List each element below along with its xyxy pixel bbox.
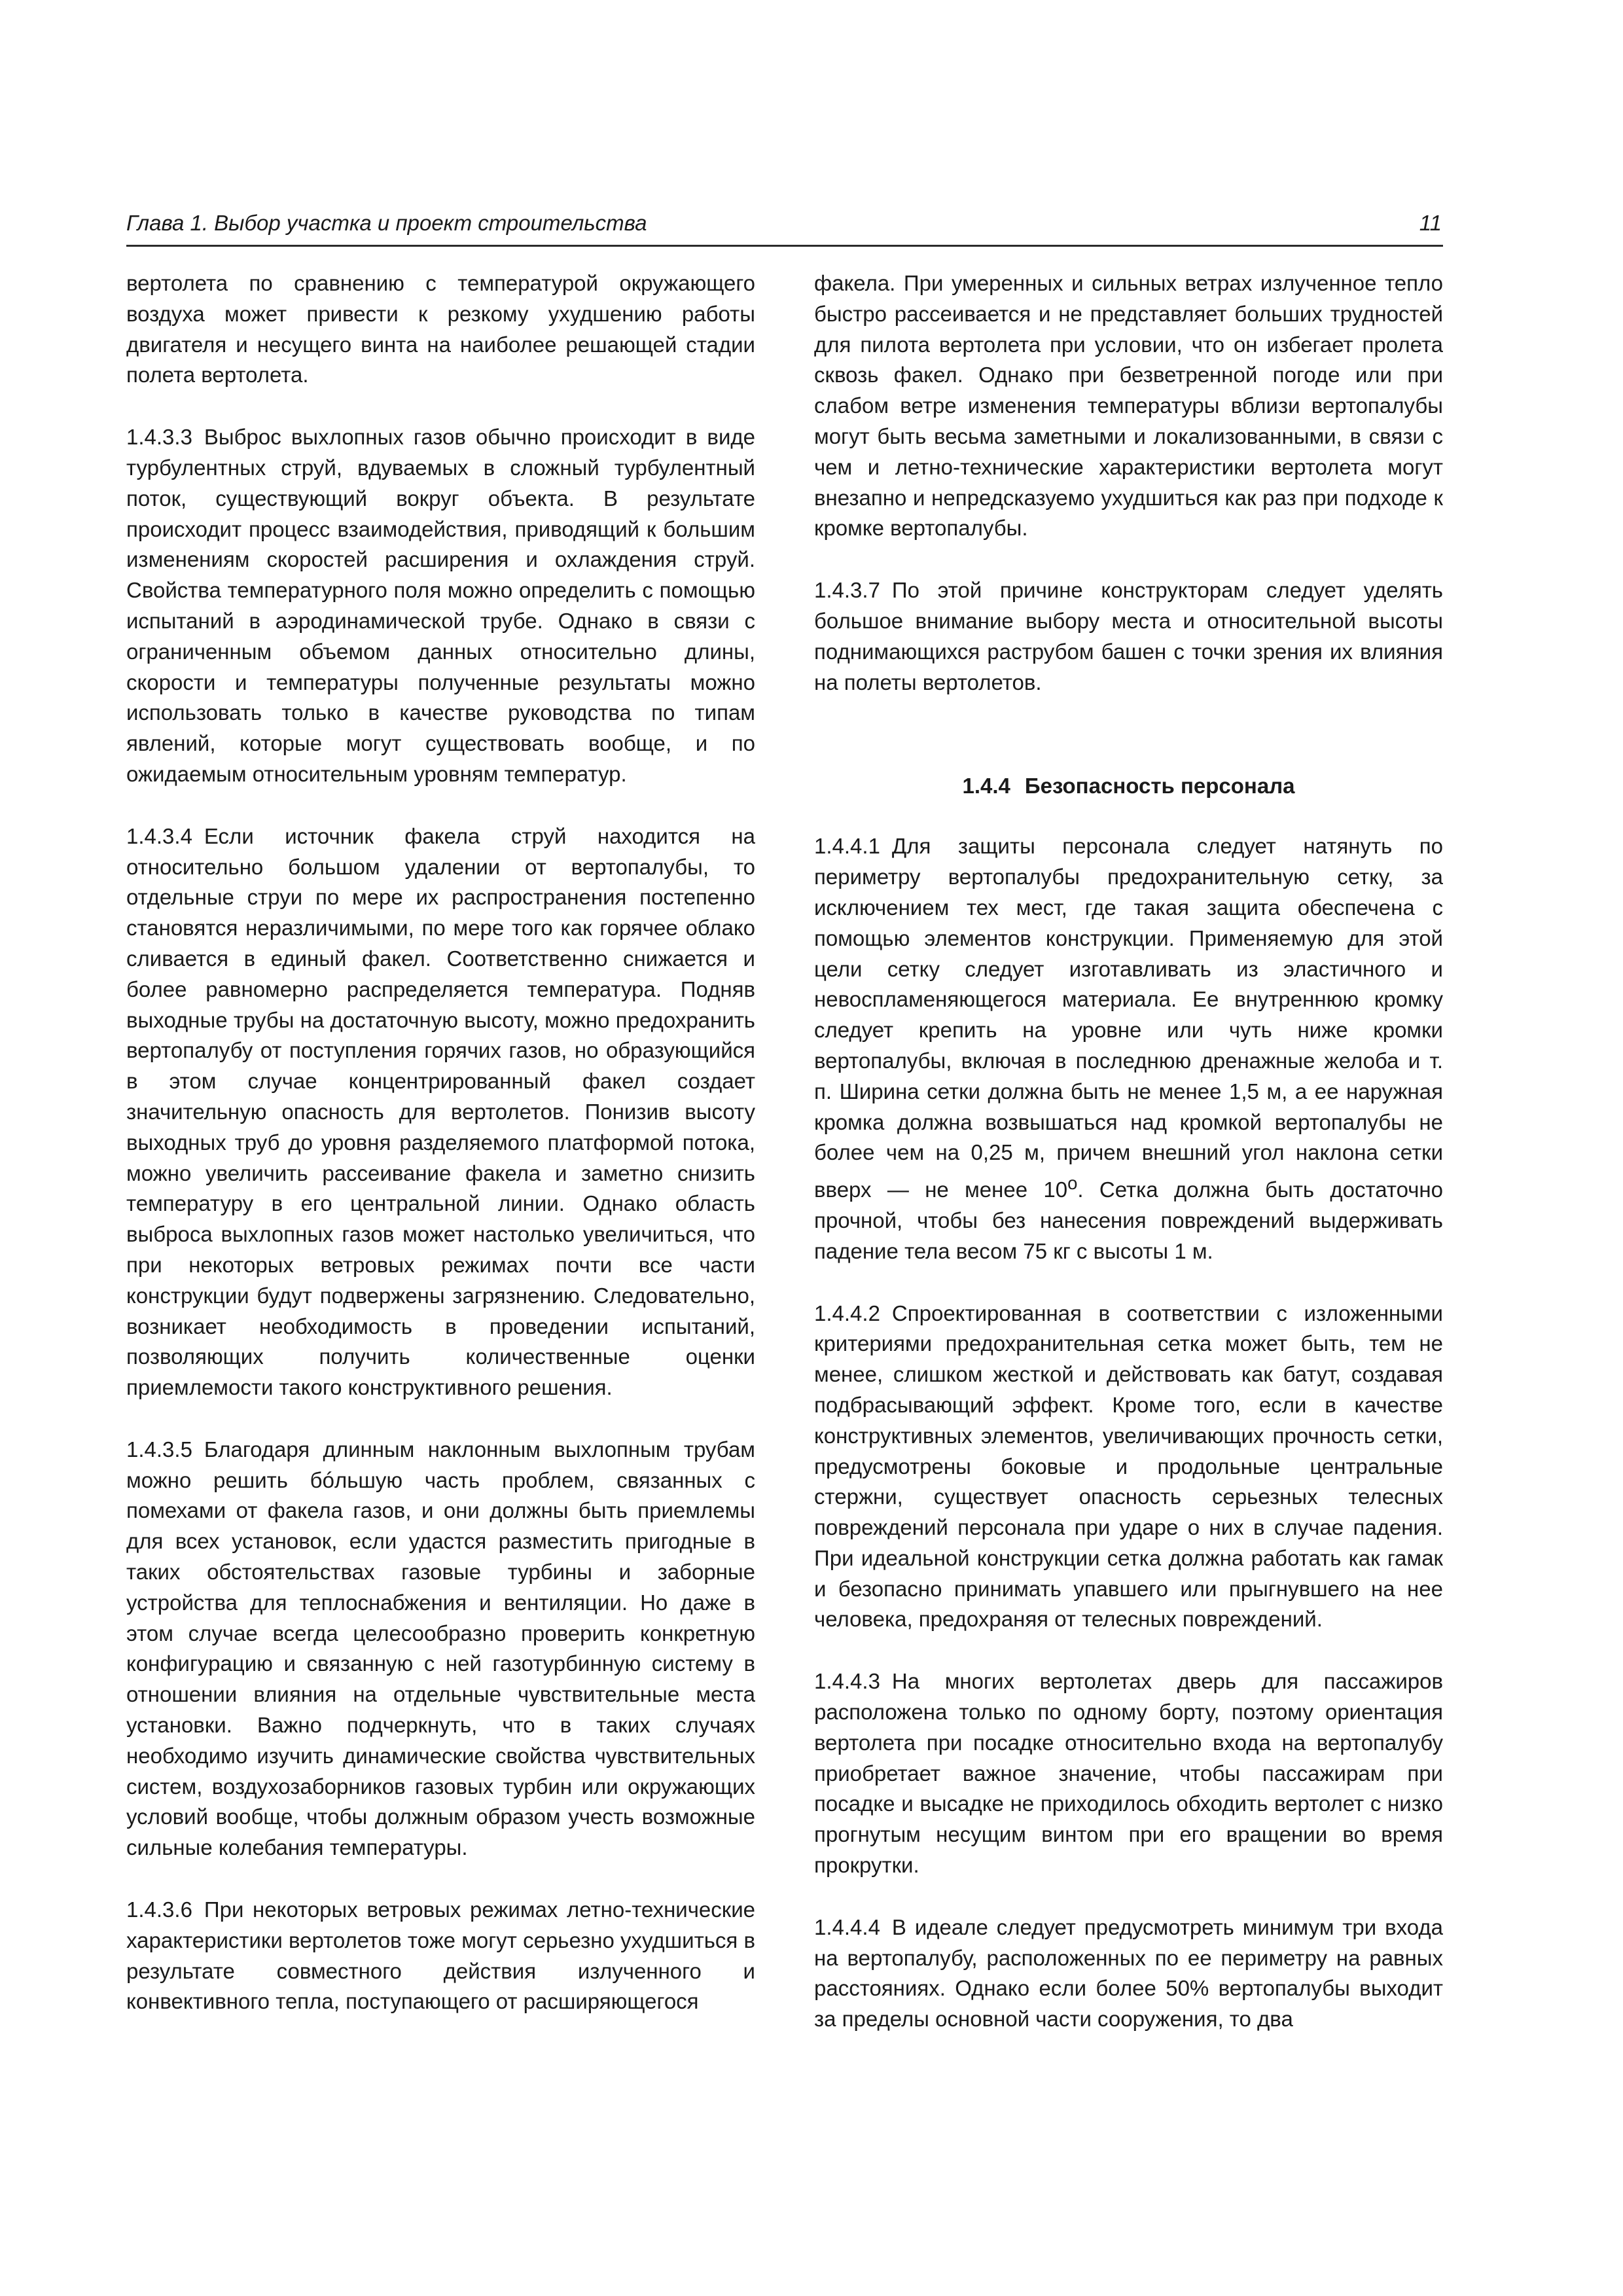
- paragraph-1-4-3-6: 1.4.3.6 При некоторых ветровых режимах летно-технические характеристики вертолетов тоже могут серьезно ухудшиться в результате совместного действия излученного и конвективного тепла, поступающего от расширяющегося: [126, 1897, 755, 2014]
- paragraph-1-4-3-4: 1.4.3.4 Если источник факела струй находится на относительно большом удалении от вертопалубы, то отдельные струи по мере их распространения постепенно становятся неразличимыми, по мере того как горячее облако сливается в единый факел. Соответственно снижается и более равномерно распределяется температура. Подняв выходные трубы на достаточную высоту, можно предохранить вертопалубу от поступления горячих газов, но образующийся в этом случае концентрированный факел создает значительную опасность для вертолетов. Понизив высоту выходных труб до уровня разделяемого платформой потока, можно увеличить рассеивание факела и заметно снизить температуру в его центральной линии. Однако область выброса выхлопных газов может настолько увеличиться, что при некоторых ветровых режимах почти все части конструкции будут подвержены загрязнению. Следовательно, возникает необходимость в проведении испытаний, позволяющих получить количественные оценки приемлемости такого конструктивного решения.: [126, 823, 755, 1400]
- paragraph-continuation: факела. При умеренных и сильных ветрах излученное тепло быстро рассеивается и не представляет больших трудностей для пилота вертолета при условии, что он избегает пролета сквозь факел. Однако при безветренной погоде или при слабом ветре изменения температуры вблизи вертопалубы могут быть весьма заметными и локализованными, в связи с чем и летно-технические характеристики вертолета могут внезапно и непредсказуемо ухудшиться как раз при подходе к кромке вертопалубы.: [814, 271, 1443, 541]
- paragraph-1-4-3-7: 1.4.3.7 По этой причине конструкторам следует уделять большое внимание выбору места и относительной высоты поднимающихся раструбом башен с точки зрения их влияния на полеты вертолетов.: [814, 578, 1443, 694]
- section-title: Безопасность персонала: [1024, 774, 1295, 798]
- paragraph-1-4-4-2: 1.4.4.2 Спроектированная в соответствии с изложенными критериями предохранительная сетка может быть, тем не менее, слишком жесткой и действовать как батут, создавая подбрасывающий эффект. Кроме того, если в качестве конструктивных элементов, увеличивающих прочность сетки, предусмотрены боковые и продольные центральные стержни, существует опасность серьезных телесных повреждений персонала при ударе о них в случае падения. При идеальной конструкции сетка должна работать как гамак и безопасно принимать упавшего или прыгнувшего на нее человека, предохраняя от телесных повреждений.: [814, 1300, 1443, 1632]
- paragraph-number: 1.4.3.3: [126, 425, 192, 450]
- header-rule: [126, 245, 1443, 247]
- page-number: 11: [1419, 211, 1442, 235]
- left-column: [126, 268, 755, 2049]
- paragraph-number: 1.4.4.2: [814, 1300, 880, 1325]
- paragraph-continuation: вертолета по сравнению с температурой окружающего воздуха может привести к резкому ухудшению работы двигателя и несущего винта на наиболее решающей стадии полета вертолета.: [126, 271, 755, 387]
- paragraph-number: 1.4.3.6: [126, 1897, 192, 1922]
- paragraph-1-4-4-1: 1.4.4.1 Для защиты персонала следует натянуть по периметру вертопалубы предохранительную сетку, за исключением тех мест, где такая защита обеспечена с помощью элементов конструкции. Применяемую для этой цели сетку следует изготавливать из эластичного и невоспламеняющегося материала. Ее внутреннюю кромку следует крепить на уровне или чуть ниже кромки вертопалубы, включая в последнюю дренажные желоба и т. п. Ширина сетки должна быть не менее 1,5 м, а ее наружная кромка должна возвышаться над кромкой вертопалубы не более чем на 0,25 м, причем внешний угол наклона сетки вверх — не менее $10^о$. Сетка должна быть достаточно прочной, чтобы без нанесения повреждений выдерживать падение тела весом 75 кг с высоты 1 м.: [814, 834, 1443, 1263]
- paragraph-number: 1.4.4.1: [814, 834, 880, 859]
- paragraph-number: 1.4.4.3: [814, 1669, 880, 1694]
- paragraph-number: 1.4.3.5: [126, 1437, 192, 1462]
- paragraph-number: 1.4.3.4: [126, 823, 192, 848]
- paragraph-1-4-3-5: 1.4.3.5 Благодаря длинным наклонным выхлопным трубам можно решить бóльшую часть проблем, связанных с помехами от факела газов, и они должны быть приемлемы для всех установок, если удастся разместить пригодные в таких обстоятельствах газовые турбины и заборные устройства для теплоснабжения и вентиляции. Но даже в этом случае всегда целесообразно проверить конкретную конфигурацию и связанную с ней газотурбинную систему в отношении влияния на отдельные чувствительные места установки. Важно подчеркнуть, что в таких случаях необходимо изучить динамические свойства чувствительных систем, воздухозаборников газовых турбин или окружающих условий вообще, чтобы должным образом учесть возможные сильные колебания температуры.: [126, 1437, 755, 1860]
- degree-sign: о: [1067, 1173, 1078, 1194]
- paragraph-number: 1.4.4.4: [814, 1914, 880, 1939]
- paragraph-1-4-3-3: 1.4.3.3 Выброс выхлопных газов обычно происходит в виде турбулентных струй, вдуваемых в сложный турбулентный поток, существующий вокруг объекта. В результате происходит процесс взаимодействия, приводящий к большим изменениям скоростей расширения и охлаждения струй. Свойства температурного поля можно определить с помощью испытаний в аэродинамической трубе. Однако в связи с ограниченным объемом данных относительно длины, скорости и температуры полученные результаты можно использовать только в качестве руководства по типам явлений, которые могут существовать вообще, и по ожидаемым относительным уровням температур.: [126, 425, 755, 786]
- paragraph-1-4-4-3: 1.4.4.3 На многих вертолетах дверь для пассажиров расположена только по одному борту, поэтому ориентация вертолета при посадке относительно входа на вертопалубу приобретает важное значение, чтобы пассажирам при посадке и высадке не приходилось обходить вертолет с низко прогнутым несущим винтом при его вращении во время прокрутки.: [814, 1669, 1443, 1878]
- right-column: [814, 268, 1443, 2066]
- page-header: [126, 211, 1442, 246]
- chapter-title: Глава 1. Выбор участка и проект строительства: [126, 211, 647, 235]
- paragraph-1-4-4-4: 1.4.4.4 В идеале следует предусмотреть минимум три входа на вертопалубу, расположенных по ее периметру на равных расстояниях. Однако если более 50% вертопалубы выходит за пределы основной части сооружения, то два: [814, 1914, 1443, 2032]
- paragraph-number: 1.4.3.7: [814, 578, 880, 603]
- section-number: 1.4.4: [962, 774, 1010, 798]
- section-heading: [814, 771, 1443, 801]
